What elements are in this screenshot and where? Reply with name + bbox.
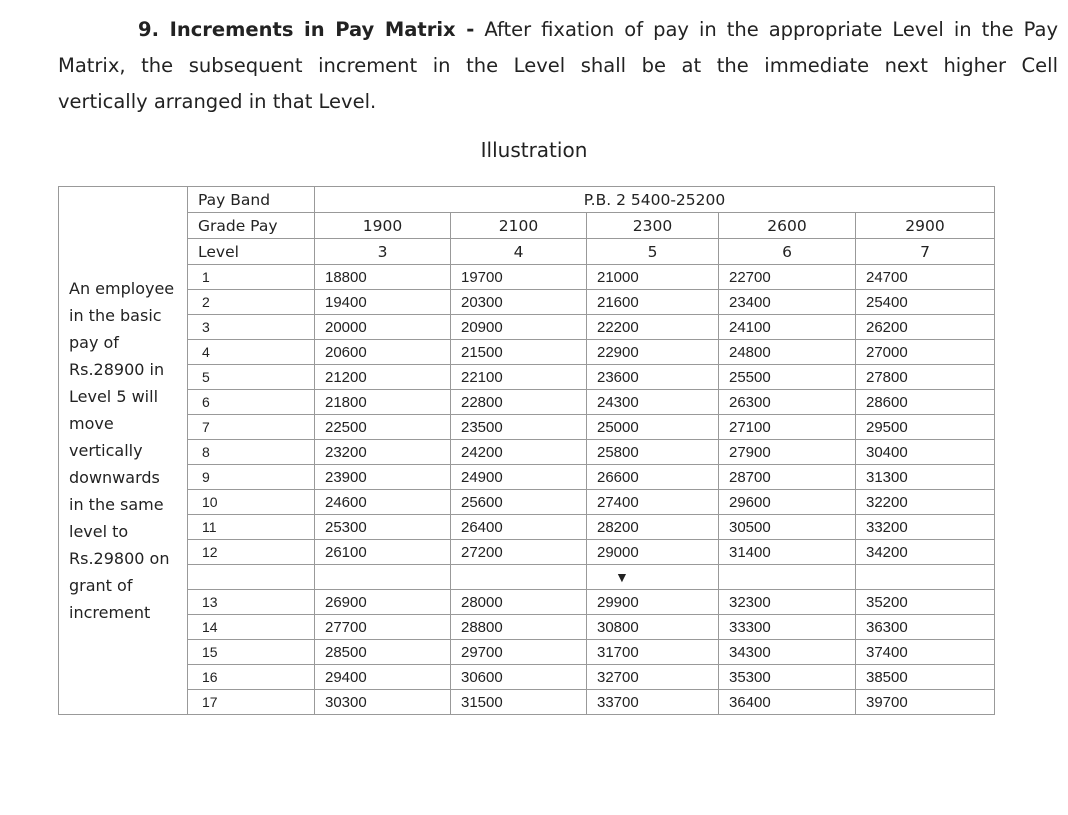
pay-band-row (59, 187, 995, 213)
pay-cell: 32200 (856, 490, 995, 515)
pay-cell: 26200 (856, 315, 995, 340)
pay-cell: 24800 (719, 340, 856, 365)
index-cell: 13 (188, 590, 315, 615)
pay-cell: 27900 (719, 440, 856, 465)
matrix-row (59, 615, 995, 640)
pay-cell: 21800 (315, 390, 451, 415)
pay-cell: 23400 (719, 290, 856, 315)
index-cell: 2 (188, 290, 315, 315)
level-cell: 3 (315, 239, 451, 265)
pay-cell: 24200 (451, 440, 587, 465)
pay-cell: 23900 (315, 465, 451, 490)
matrix-row (59, 665, 995, 690)
pay-cell: 30400 (856, 440, 995, 465)
pay-cell: 39700 (856, 690, 995, 715)
pay-cell: 20900 (451, 315, 587, 340)
pay-cell: 31700 (587, 640, 719, 665)
pay-cell: 36300 (856, 615, 995, 640)
pay-cell: 31400 (719, 540, 856, 565)
level-row (59, 239, 995, 265)
pay-cell: 23500 (451, 415, 587, 440)
pay-cell: 27800 (856, 365, 995, 390)
pay-cell: 35200 (856, 590, 995, 615)
arrow-cell (587, 565, 719, 590)
pay-cell: 24900 (451, 465, 587, 490)
pay-cell: 19700 (451, 265, 587, 290)
grade-pay-cell: 2300 (587, 213, 719, 239)
level-cell: 6 (719, 239, 856, 265)
pay-cell: 26100 (315, 540, 451, 565)
pay-cell: 22500 (315, 415, 451, 440)
pay-cell: 25300 (315, 515, 451, 540)
pay-cell: 21500 (451, 340, 587, 365)
index-cell: 1 (188, 265, 315, 290)
pay-band-label: Pay Band (188, 187, 315, 213)
pay-cell: 35300 (719, 665, 856, 690)
pay-cell: 37400 (856, 640, 995, 665)
pay-cell: 28800 (451, 615, 587, 640)
pay-cell: 24300 (587, 390, 719, 415)
grade-pay-row (59, 213, 995, 239)
pay-cell: 27200 (451, 540, 587, 565)
pay-cell: 27000 (856, 340, 995, 365)
level-cell: 5 (587, 239, 719, 265)
pay-cell: 22700 (719, 265, 856, 290)
empty-cell (719, 565, 856, 590)
level-cell: 7 (856, 239, 995, 265)
matrix-row (59, 515, 995, 540)
index-cell: 7 (188, 415, 315, 440)
pay-cell: 26400 (451, 515, 587, 540)
grade-pay-cell: 1900 (315, 213, 451, 239)
side-note: An employee in the basic pay of Rs.28900 in Level 5 will move vertically downwards in the same level to Rs.29800 on grant of increment (59, 187, 188, 715)
pay-cell: 26300 (719, 390, 856, 415)
level-label: Level (188, 239, 315, 265)
pay-cell: 33200 (856, 515, 995, 540)
index-cell: 15 (188, 640, 315, 665)
pay-cell: 27100 (719, 415, 856, 440)
pay-cell: 28200 (587, 515, 719, 540)
down-arrow-icon: ▼ (615, 568, 629, 585)
index-cell: 5 (188, 365, 315, 390)
index-cell: 8 (188, 440, 315, 465)
pay-cell: 21200 (315, 365, 451, 390)
pay-cell: 28600 (856, 390, 995, 415)
matrix-row (59, 415, 995, 440)
index-cell: 6 (188, 390, 315, 415)
pay-cell: 26600 (587, 465, 719, 490)
pay-cell: 27700 (315, 615, 451, 640)
paragraph-line-3: vertically arranged in that Level. (58, 90, 377, 113)
pay-cell: 30300 (315, 690, 451, 715)
pay-cell: 29900 (587, 590, 719, 615)
pay-cell: 28700 (719, 465, 856, 490)
pay-cell: 30500 (719, 515, 856, 540)
pay-cell: 33300 (719, 615, 856, 640)
pay-cell: 20300 (451, 290, 587, 315)
paragraph-text-1: After fixation of pay in the appropriate Level in the Pay (474, 18, 1058, 41)
pay-cell: 23600 (587, 365, 719, 390)
matrix-row (59, 340, 995, 365)
pay-cell: 32300 (719, 590, 856, 615)
pay-cell: 22200 (587, 315, 719, 340)
pay-cell: 20600 (315, 340, 451, 365)
index-cell: 17 (188, 690, 315, 715)
pay-matrix-table (58, 186, 995, 715)
pay-cell: 26900 (315, 590, 451, 615)
matrix-row (59, 640, 995, 665)
empty-cell (856, 565, 995, 590)
index-cell: 9 (188, 465, 315, 490)
matrix-row (59, 465, 995, 490)
pay-cell: 22900 (587, 340, 719, 365)
pay-cell: 18800 (315, 265, 451, 290)
pay-cell: 30600 (451, 665, 587, 690)
pay-cell: 25500 (719, 365, 856, 390)
level-cell: 4 (451, 239, 587, 265)
pay-band-value: P.B. 2 5400-25200 (315, 187, 995, 213)
pay-cell: 29700 (451, 640, 587, 665)
pay-cell: 25600 (451, 490, 587, 515)
pay-cell: 34300 (719, 640, 856, 665)
pay-cell: 28000 (451, 590, 587, 615)
pay-cell: 24700 (856, 265, 995, 290)
pay-cell: 21000 (587, 265, 719, 290)
pay-cell: 22100 (451, 365, 587, 390)
pay-cell: 28500 (315, 640, 451, 665)
pay-cell: 24100 (719, 315, 856, 340)
matrix-row (59, 590, 995, 615)
pay-cell: 25800 (587, 440, 719, 465)
illustration-title: Illustration (480, 138, 588, 162)
empty-cell (188, 565, 315, 590)
matrix-row (59, 490, 995, 515)
empty-cell (451, 565, 587, 590)
matrix-row (59, 440, 995, 465)
pay-cell: 29500 (856, 415, 995, 440)
section-9-paragraph (58, 12, 1058, 120)
index-cell: 4 (188, 340, 315, 365)
pay-cell: 33700 (587, 690, 719, 715)
pay-cell: 29000 (587, 540, 719, 565)
pay-cell: 22800 (451, 390, 587, 415)
grade-pay-cell: 2900 (856, 213, 995, 239)
index-cell: 11 (188, 515, 315, 540)
matrix-row (59, 690, 995, 715)
pay-cell: 31300 (856, 465, 995, 490)
pay-cell: 34200 (856, 540, 995, 565)
index-cell: 10 (188, 490, 315, 515)
pay-cell: 21600 (587, 290, 719, 315)
matrix-row (59, 540, 995, 565)
pay-cell: 30800 (587, 615, 719, 640)
index-cell: 14 (188, 615, 315, 640)
pay-cell: 19400 (315, 290, 451, 315)
pay-cell: 36400 (719, 690, 856, 715)
pay-cell: 38500 (856, 665, 995, 690)
pay-cell: 31500 (451, 690, 587, 715)
pay-cell: 29400 (315, 665, 451, 690)
pay-cell: 24600 (315, 490, 451, 515)
matrix-row (59, 290, 995, 315)
matrix-row (59, 315, 995, 340)
grade-pay-cell: 2100 (451, 213, 587, 239)
index-cell: 16 (188, 665, 315, 690)
pay-cell: 25000 (587, 415, 719, 440)
index-cell: 12 (188, 540, 315, 565)
pay-cell: 25400 (856, 290, 995, 315)
matrix-row (59, 365, 995, 390)
section-heading: 9. Increments in Pay Matrix - (138, 18, 475, 41)
pay-cell: 23200 (315, 440, 451, 465)
arrow-row (59, 565, 995, 590)
matrix-row (59, 390, 995, 415)
pay-cell: 32700 (587, 665, 719, 690)
grade-pay-cell: 2600 (719, 213, 856, 239)
grade-pay-label: Grade Pay (188, 213, 315, 239)
empty-cell (315, 565, 451, 590)
index-cell: 3 (188, 315, 315, 340)
paragraph-line-1 (58, 12, 1058, 48)
pay-cell: 20000 (315, 315, 451, 340)
paragraph-line-2: Matrix, the subsequent increment in the Level shall be at the immediate next higher Cell (58, 54, 1058, 77)
matrix-row (59, 265, 995, 290)
pay-cell: 27400 (587, 490, 719, 515)
pay-cell: 29600 (719, 490, 856, 515)
